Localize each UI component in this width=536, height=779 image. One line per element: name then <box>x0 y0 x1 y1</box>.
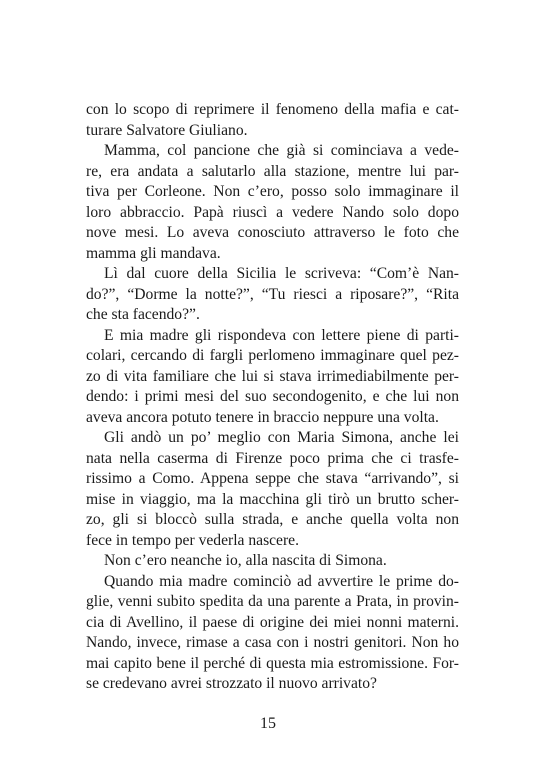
text-line: se credevano avrei strozzato il nuovo arrivato? <box>86 675 377 692</box>
page-number: 15 <box>260 715 276 732</box>
paragraph <box>86 141 459 264</box>
text-line: turare Salvatore Giuliano. <box>86 121 248 139</box>
text-line: dendo: i primi mesi del suo secondogenito, e che lui non <box>86 388 459 405</box>
body-text <box>86 100 459 695</box>
text-line: loro abbraccio. Papà riuscì a vedere Nando solo dopo <box>86 203 459 221</box>
text-line: mamma gli mandava. <box>86 244 221 262</box>
text-line: re, era andata a salutarlo alla stazione, mentre lui par- <box>86 162 459 180</box>
paragraph <box>86 551 459 572</box>
text-line: Non c’ero neanche io, alla nascita di Simona. <box>104 552 387 569</box>
text-line: mise in viaggio, ma la macchina gli tirò un brutto scher- <box>86 490 459 508</box>
text-line: Mamma, col pancione che già si cominciava a vede- <box>104 142 459 159</box>
text-line: aveva ancora potuto tenere in braccio neppure una volta. <box>86 408 439 426</box>
text-line: colari, cercando di fargli perlomeno immaginare quel pez- <box>86 347 459 364</box>
text-line: E mia madre gli rispondeva con lettere piene di parti- <box>104 326 459 344</box>
text-line: tiva per Corleone. Non c’ero, posso solo immaginare il <box>86 183 459 200</box>
text-line: mai capito bene il perché di questa mia estromissione. For- <box>86 654 459 672</box>
text-line: rissimo a Como. Appena seppe che stava “arrivando”, si <box>86 470 459 487</box>
text-line: nove mesi. Lo aveva conosciuto attraverso le foto che <box>86 224 459 241</box>
text-line: nata nella caserma di Firenze poco prima che ci trasfe- <box>86 449 459 467</box>
text-line: do?”, “Dorme la notte?”, “Tu riesci a riposare?”, “Rita <box>86 285 459 303</box>
text-line: zo, gli si bloccò sulla strada, e anche quella volta non <box>86 511 459 528</box>
paragraph <box>86 264 459 326</box>
text-line: cia di Avellino, il paese di origine dei miei nonni materni. <box>86 613 459 631</box>
paragraph <box>86 428 459 551</box>
text-line: Gli andò un po’ meglio con Maria Simona, anche lei <box>104 429 459 446</box>
paragraph <box>86 572 459 695</box>
text-line: che sta facendo?”. <box>86 306 200 323</box>
text-line: zo di vita familiare che lui si stava irrimediabilmente per- <box>86 367 459 385</box>
text-line: Nando, invece, rimase a casa con i nostri genitori. Non ho <box>86 634 459 651</box>
paragraph <box>86 326 459 429</box>
paragraph <box>86 100 459 141</box>
text-line: con lo scopo di reprimere il fenomeno della mafia e cat- <box>86 101 459 118</box>
text-line: fece in tempo per vederla nascere. <box>86 531 299 549</box>
text-line: glie, venni subito spedita da una parente a Prata, in provin- <box>86 593 459 610</box>
text-line: Quando mia madre cominciò ad avvertire le prime do- <box>104 572 459 590</box>
text-line: Lì dal cuore della Sicilia le scriveva: “Com’è Nan- <box>104 265 459 282</box>
